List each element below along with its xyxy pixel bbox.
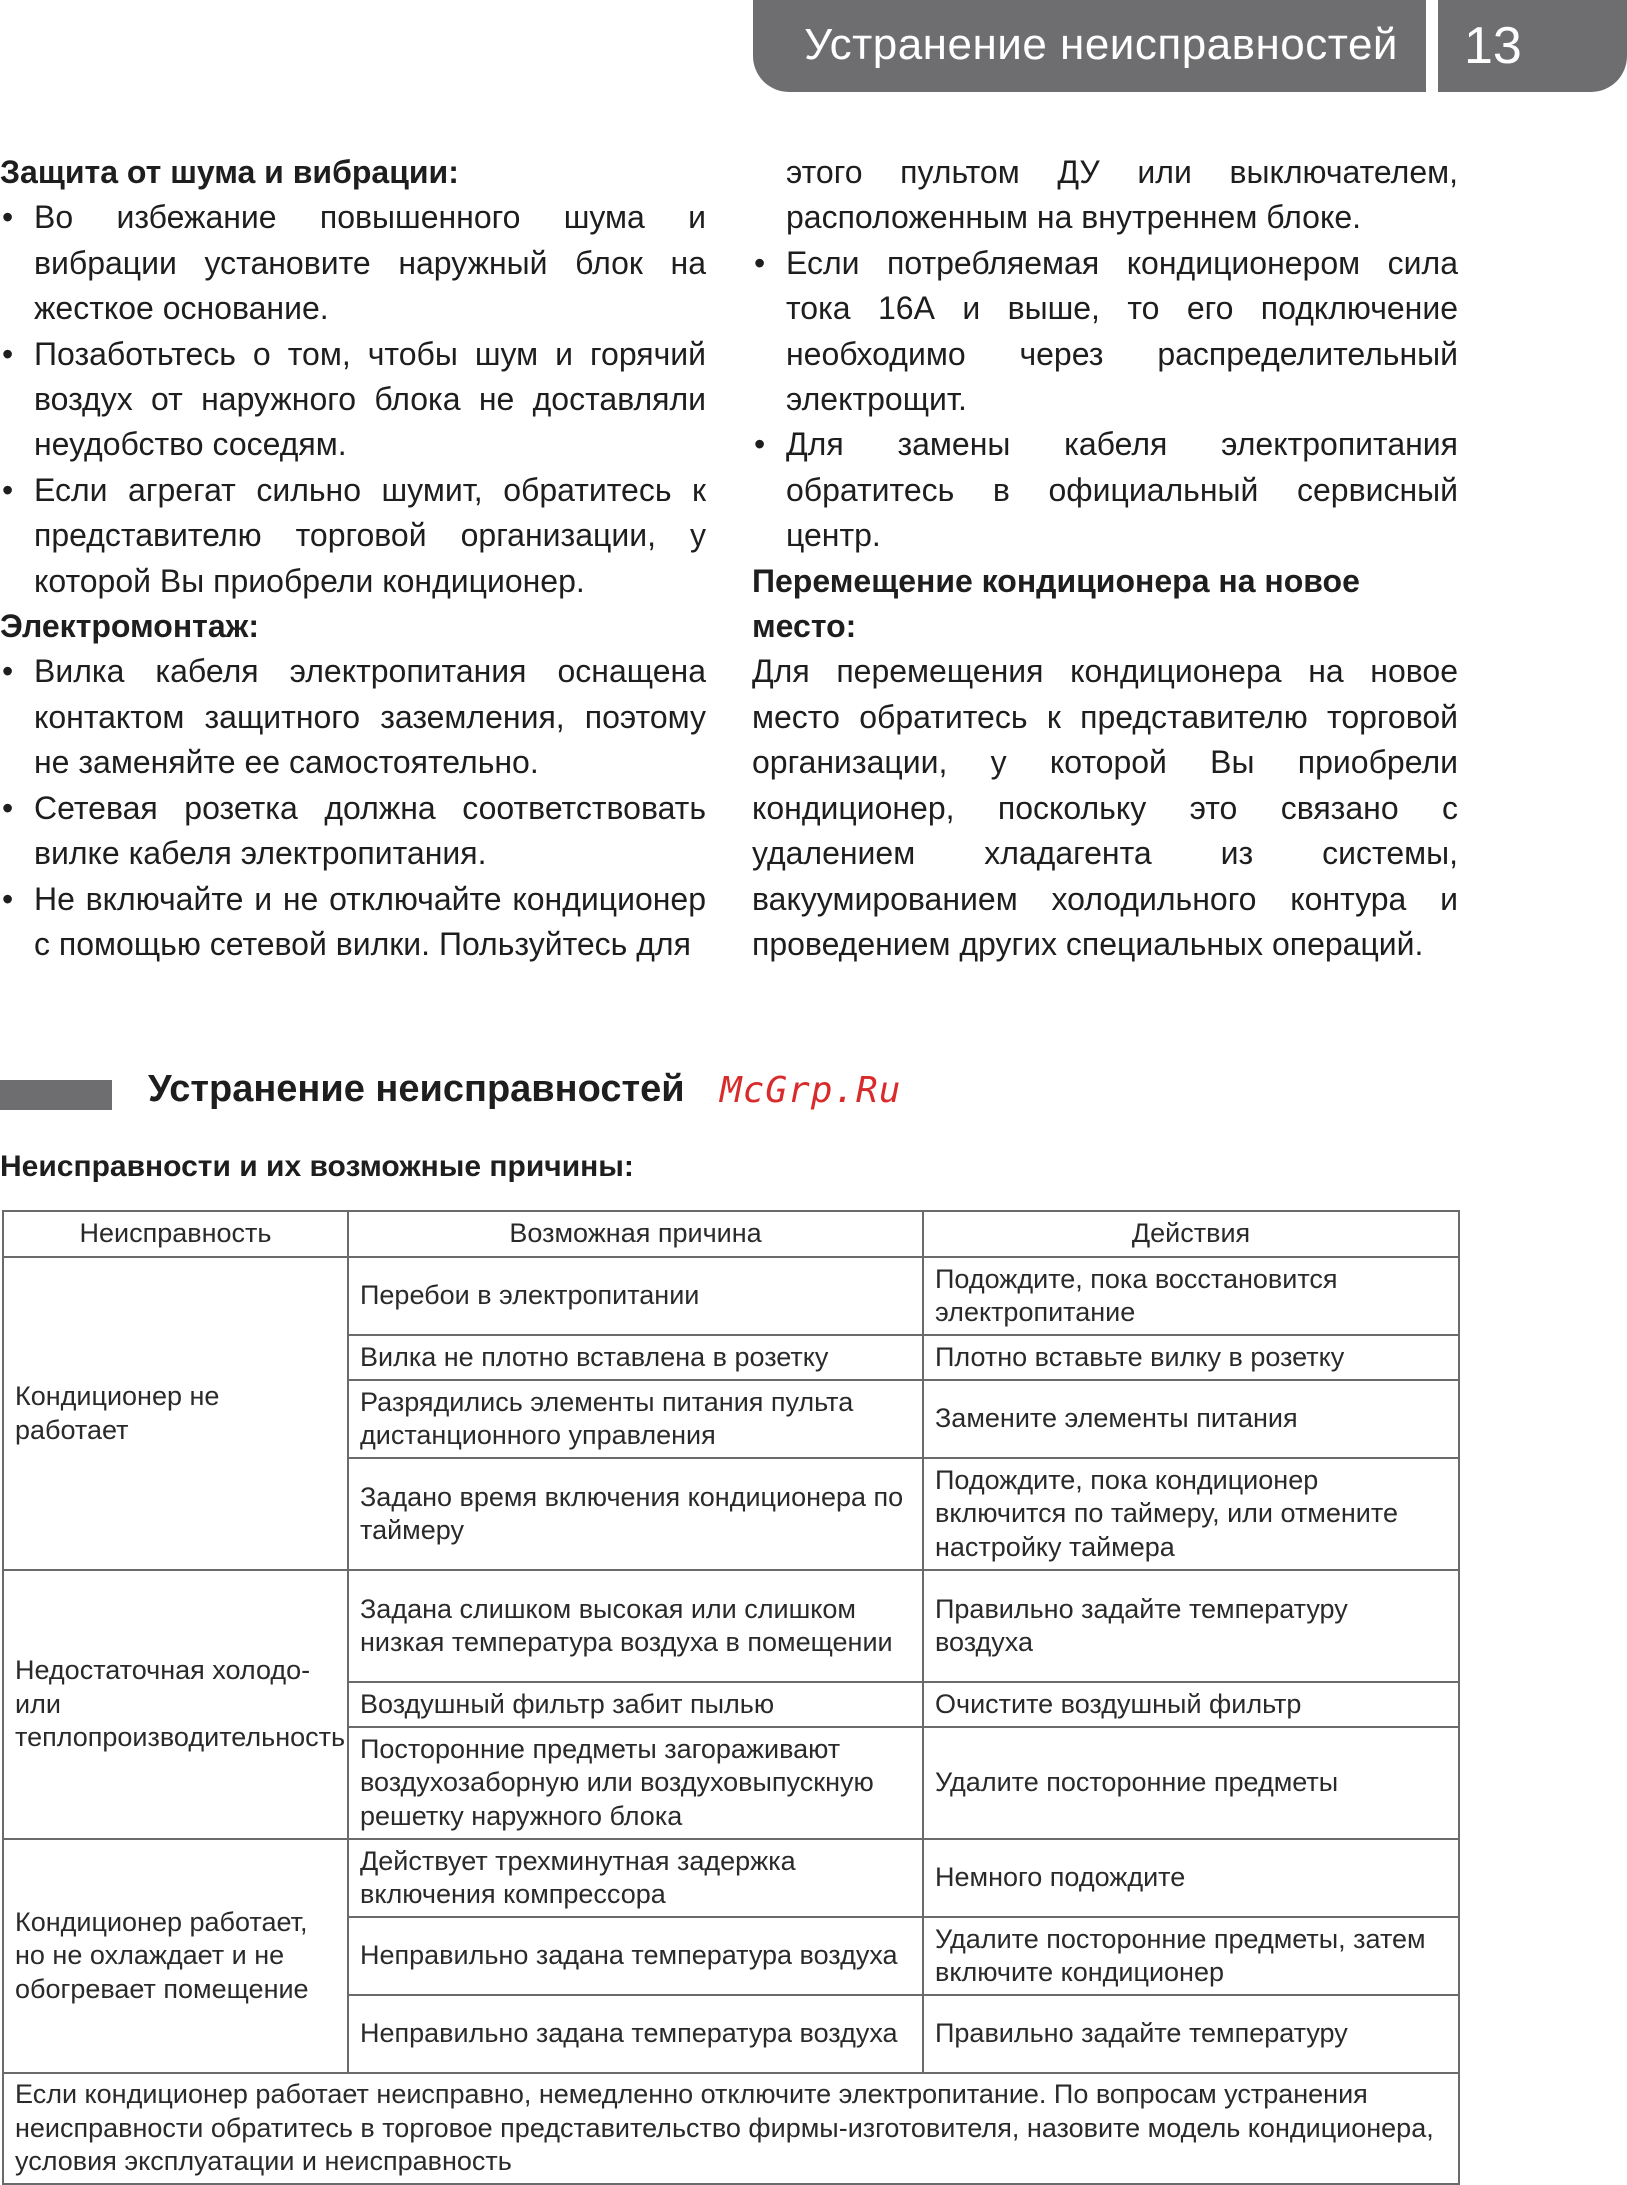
cause-cell: Вилка не плотно вставлена в розетку <box>348 1335 923 1380</box>
problem-cell: Недостаточная холодо- или теплопроизводительность <box>3 1570 348 1839</box>
table-footer-row <box>3 2073 1459 2184</box>
cause-cell: Задано время включения кондиционера по таймеру <box>348 1458 923 1570</box>
list-item: • Во избежание повышенного шума и вибрации установите наружный блок на жесткое основание. <box>0 195 706 331</box>
section-title: Устранение неисправностей <box>148 1068 685 1110</box>
action-cell: Правильно задайте температуру воздуха <box>923 1570 1459 1682</box>
page-number-box <box>1438 0 1627 92</box>
watermark: McGrp.Ru <box>720 1070 902 1111</box>
list-item: • Не включайте и не отключайте кондиционер с помощью сетевой вилки. Пользуйтесь для <box>0 877 706 968</box>
table-title: Неисправности и их возможные причины: <box>0 1150 634 1183</box>
list-item: • Вилка кабеля электропитания оснащена контактом защитного заземления, поэтому не заменяйте ее самостоятельно. <box>0 649 706 785</box>
cause-cell: Перебои в электропитании <box>348 1257 923 1335</box>
action-cell: Удалите посторонние предметы, затем включите кондиционер <box>923 1917 1459 1995</box>
header-title: Устранение неисправностей <box>804 20 1398 69</box>
list-item: • Для замены кабеля электропитания обратитесь в официальный сервисный центр. <box>752 422 1458 558</box>
action-cell: Подождите, пока кондиционер включится по таймеру, или отмените настройку таймера <box>923 1458 1459 1570</box>
action-cell: Подождите, пока восстановится электропитание <box>923 1257 1459 1335</box>
table-row <box>3 1257 1459 1335</box>
column-header: Неисправность <box>3 1211 348 1257</box>
table-row <box>3 1570 1459 1682</box>
action-cell: Замените элементы питания <box>923 1380 1459 1458</box>
right-column <box>752 150 1458 967</box>
cause-cell: Воздушный фильтр забит пылью <box>348 1682 923 1727</box>
list-item: • Если агрегат сильно шумит, обратитесь к представителю торговой организации, у которой Вы приобрели кондиционер. <box>0 468 706 604</box>
relocation-text: Для перемещения кондиционера на новое место обратитесь к представителю торговой организации, у которой Вы приобрели кондиционер, поскольку это связано с удалением хладагента из системы, вакуумированием холодильного контура и проведением других специальных операций. <box>752 653 1458 962</box>
action-cell: Правильно задайте температуру <box>923 1995 1459 2073</box>
cause-cell: Действует трехминутная задержка включения компрессора <box>348 1839 923 1917</box>
cause-cell: Неправильно задана температура воздуха <box>348 1917 923 1995</box>
cause-cell: Разрядились элементы питания пульта дистанционного управления <box>348 1380 923 1458</box>
cause-cell: Посторонние предметы загораживают воздухозаборную или воздуховыпускную решетку наружного блока <box>348 1727 923 1839</box>
action-cell: Очистите воздушный фильтр <box>923 1682 1459 1727</box>
page-header <box>753 0 1426 92</box>
troubleshooting-table <box>2 1210 1460 2185</box>
relocation-heading: Перемещение кондиционера на новое место: <box>752 562 1360 645</box>
table-row <box>3 1839 1459 1917</box>
electrical-list <box>0 649 706 967</box>
action-cell: Немного подождите <box>923 1839 1459 1917</box>
electrical-heading: Электромонтаж: <box>0 608 259 645</box>
list-item: • Сетевая розетка должна соответствовать вилке кабеля электропитания. <box>0 786 706 877</box>
cause-cell: Задана слишком высокая или слишком низкая температура воздуха в помещении <box>348 1570 923 1682</box>
left-column <box>0 150 706 967</box>
section-marker-bar <box>0 1080 112 1110</box>
action-cell: Удалите посторонние предметы <box>923 1727 1459 1839</box>
column-header: Возможная причина <box>348 1211 923 1257</box>
noise-list <box>0 195 706 604</box>
column-header: Действия <box>923 1211 1459 1257</box>
table-header-row <box>3 1211 1459 1257</box>
noise-heading: Защита от шума и вибрации: <box>0 154 459 190</box>
electrical-list-continued <box>752 241 1458 559</box>
page-number: 13 <box>1464 17 1522 75</box>
cause-cell: Неправильно задана температура воздуха <box>348 1995 923 2073</box>
problem-cell: Кондиционер работает, но не охлаждает и не обогревает помещение <box>3 1839 348 2073</box>
list-item: • Позаботьтесь о том, чтобы шум и горячий воздух от наружного блока не доставляли неудобство соседям. <box>0 332 706 468</box>
problem-cell: Кондиционер не работает <box>3 1257 348 1570</box>
footer-note: Если кондиционер работает неисправно, немедленно отключите электропитание. По вопросам устранения неисправности обратитесь в торговое представительство фирмы-изготовителя, назовите модель кондиционера, условия эксплуатации и неисправность <box>3 2073 1459 2184</box>
action-cell: Плотно вставьте вилку в розетку <box>923 1335 1459 1380</box>
list-item-continuation: этого пультом ДУ или выключателем, расположенным на внутреннем блоке. <box>786 154 1458 236</box>
list-item: • Если потребляемая кондиционером сила тока 16А и выше, то его подключение необходимо через распределительный электрощит. <box>752 241 1458 423</box>
